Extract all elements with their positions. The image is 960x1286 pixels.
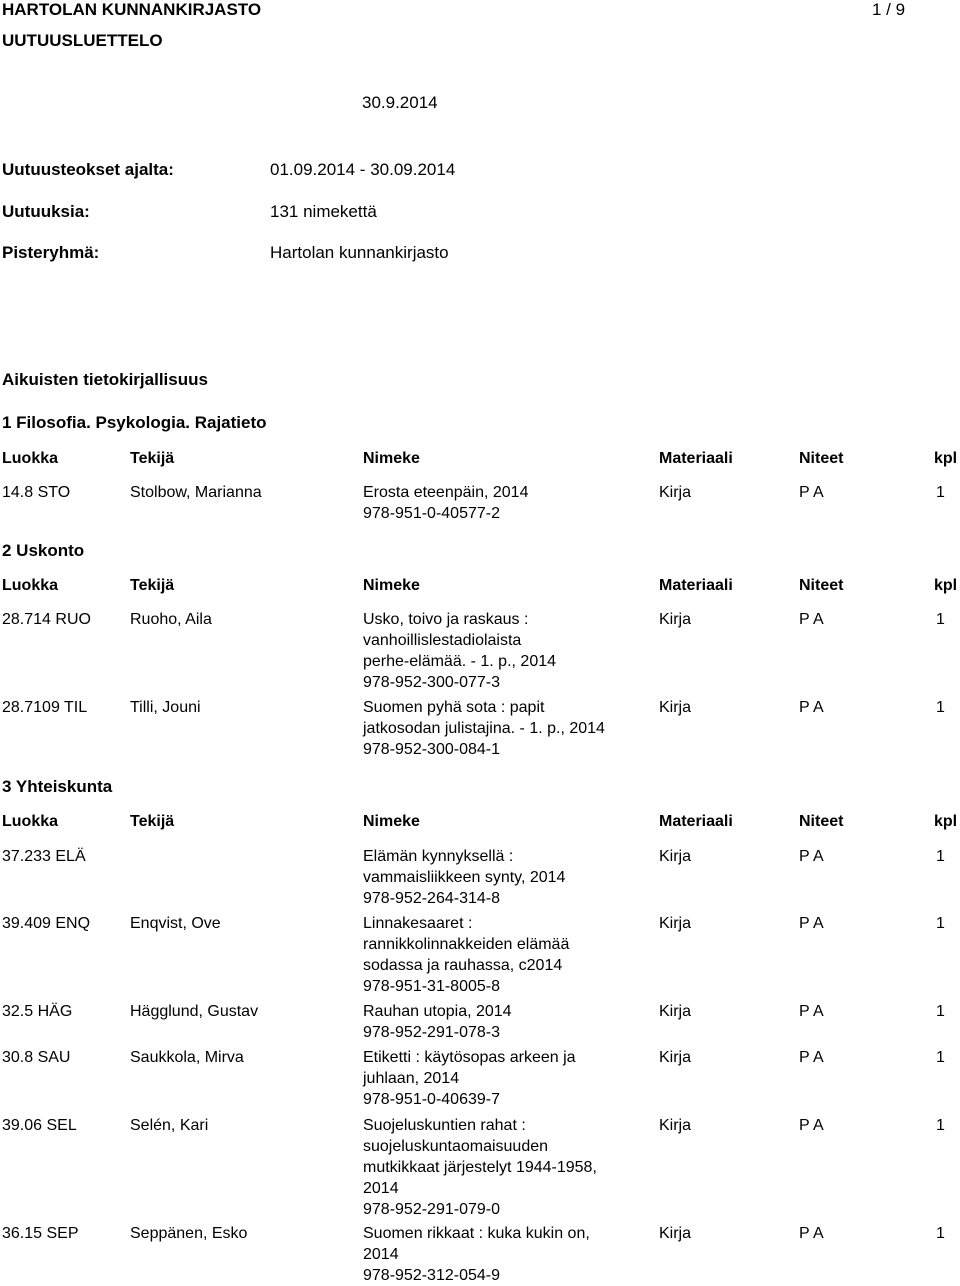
- item-nimeke: [363, 482, 528, 524]
- col-kpl: kpl: [934, 813, 958, 830]
- nimeke-line: 978-952-291-079-0: [363, 1201, 500, 1218]
- item-materiaali: Kirja: [659, 611, 692, 628]
- count-label: Uutuuksia:: [2, 202, 90, 221]
- item-kpl: 1: [936, 1003, 945, 1020]
- list-title: UUTUUSLUETTELO: [2, 31, 163, 50]
- audience-heading: Aikuisten tietokirjallisuus: [2, 370, 208, 389]
- item-nimeke: [363, 846, 565, 909]
- item-tekija: Selén, Kari: [130, 1117, 209, 1134]
- nimeke-line: perhe-elämää. - 1. p., 2014: [363, 653, 557, 670]
- report-date: 30.9.2014: [362, 93, 438, 112]
- item-nimeke: [363, 1001, 512, 1043]
- item-niteet: P A: [799, 611, 824, 628]
- library-name: HARTOLAN KUNNANKIRJASTO: [2, 0, 262, 19]
- count-value: 131 nimekettä: [270, 202, 377, 221]
- nimeke-line: Linnakesaaret :: [363, 915, 473, 932]
- nimeke-line: 978-951-0-40639-7: [363, 1091, 500, 1108]
- col-materiaali: Materiaali: [659, 450, 733, 467]
- period-label: Uutuusteokset ajalta:: [2, 160, 174, 179]
- col-luokka: Luokka: [2, 813, 59, 830]
- item-luokka: 28.714 RUO: [2, 611, 91, 628]
- item-niteet: P A: [799, 915, 824, 932]
- item-nimeke: [363, 609, 556, 693]
- item-materiaali: Kirja: [659, 848, 692, 865]
- nimeke-line: sodassa ja rauhassa, c2014: [363, 957, 563, 974]
- nimeke-line: 2014: [363, 1246, 399, 1263]
- col-luokka: Luokka: [2, 450, 59, 467]
- item-luokka: 39.06 SEL: [2, 1117, 77, 1134]
- item-kpl: 1: [936, 611, 945, 628]
- item-tekija: Stolbow, Marianna: [130, 484, 262, 501]
- section-title: 2 Uskonto: [2, 541, 85, 560]
- item-kpl: 1: [936, 699, 945, 716]
- col-luokka: Luokka: [2, 577, 59, 594]
- item-luokka: 32.5 HÄG: [2, 1003, 73, 1020]
- nimeke-line: 978-952-264-314-8: [363, 890, 500, 907]
- nimeke-line: 978-951-31-8005-8: [363, 978, 500, 995]
- col-kpl: kpl: [934, 577, 958, 594]
- item-niteet: P A: [799, 1117, 824, 1134]
- nimeke-line: Rauhan utopia, 2014: [363, 1003, 512, 1020]
- item-kpl: 1: [936, 1049, 945, 1066]
- item-luokka: 36.15 SEP: [2, 1225, 79, 1242]
- period-value: 01.09.2014 - 30.09.2014: [270, 160, 456, 179]
- nimeke-line: 978-952-312-054-9: [363, 1267, 500, 1284]
- nimeke-line: suojeluskuntaomaisuuden: [363, 1138, 549, 1155]
- item-materiaali: Kirja: [659, 484, 692, 501]
- nimeke-line: Suomen pyhä sota : papit: [363, 699, 545, 716]
- nimeke-line: Suomen rikkaat : kuka kukin on,: [363, 1225, 590, 1242]
- group-label: Pisteryhmä:: [2, 243, 100, 262]
- item-nimeke: [363, 1047, 576, 1110]
- section-title: 3 Yhteiskunta: [2, 777, 113, 796]
- nimeke-line: 978-952-291-078-3: [363, 1024, 500, 1041]
- item-luokka: 30.8 SAU: [2, 1049, 71, 1066]
- item-luokka: 37.233 ELÄ: [2, 848, 86, 865]
- col-materiaali: Materiaali: [659, 577, 733, 594]
- item-niteet: P A: [799, 484, 824, 501]
- item-kpl: 1: [936, 484, 945, 501]
- nimeke-line: jatkosodan julistajina. - 1. p., 2014: [363, 720, 605, 737]
- item-kpl: 1: [936, 1225, 945, 1242]
- col-nimeke: Nimeke: [363, 813, 420, 830]
- item-luokka: 28.7109 TIL: [2, 699, 88, 716]
- item-materiaali: Kirja: [659, 1225, 692, 1242]
- item-nimeke: [363, 697, 605, 760]
- col-nimeke: Nimeke: [363, 450, 420, 467]
- item-materiaali: Kirja: [659, 1117, 692, 1134]
- nimeke-line: vanhoillislestadiolaista: [363, 632, 522, 649]
- col-tekija: Tekijä: [130, 577, 175, 594]
- nimeke-line: Etiketti : käytösopas arkeen ja: [363, 1049, 576, 1066]
- col-tekija: Tekijä: [130, 813, 175, 830]
- item-tekija: Ruoho, Aila: [130, 611, 212, 628]
- nimeke-line: juhlaan, 2014: [363, 1070, 460, 1087]
- item-niteet: P A: [799, 699, 824, 716]
- col-niteet: Niteet: [799, 577, 844, 594]
- nimeke-line: Suojeluskuntien rahat :: [363, 1117, 526, 1134]
- item-tekija: Tilli, Jouni: [130, 699, 201, 716]
- section-title: 1 Filosofia. Psykologia. Rajatieto: [2, 413, 267, 432]
- item-luokka: 14.8 STO: [2, 484, 71, 501]
- item-tekija: Seppänen, Esko: [130, 1225, 248, 1242]
- item-tekija: Hägglund, Gustav: [130, 1003, 259, 1020]
- item-niteet: P A: [799, 848, 824, 865]
- nimeke-line: 978-952-300-084-1: [363, 741, 500, 758]
- nimeke-line: Elämän kynnyksellä :: [363, 848, 514, 865]
- item-materiaali: Kirja: [659, 1003, 692, 1020]
- item-tekija: Saukkola, Mirva: [130, 1049, 244, 1066]
- nimeke-line: Usko, toivo ja raskaus :: [363, 611, 529, 628]
- item-nimeke: [363, 1223, 590, 1286]
- item-materiaali: Kirja: [659, 915, 692, 932]
- nimeke-line: mutkikkaat järjestelyt 1944-1958,: [363, 1159, 597, 1176]
- item-niteet: P A: [799, 1049, 824, 1066]
- col-niteet: Niteet: [799, 450, 844, 467]
- nimeke-line: 2014: [363, 1180, 399, 1197]
- group-value: Hartolan kunnankirjasto: [270, 243, 449, 262]
- col-tekija: Tekijä: [130, 450, 175, 467]
- item-luokka: 39.409 ENQ: [2, 915, 91, 932]
- nimeke-line: 978-952-300-077-3: [363, 674, 500, 691]
- nimeke-line: vammaisliikkeen synty, 2014: [363, 869, 566, 886]
- col-kpl: kpl: [934, 450, 958, 467]
- item-kpl: 1: [936, 1117, 945, 1134]
- col-materiaali: Materiaali: [659, 813, 733, 830]
- item-niteet: P A: [799, 1003, 824, 1020]
- nimeke-line: Erosta eteenpäin, 2014: [363, 484, 529, 501]
- col-nimeke: Nimeke: [363, 577, 420, 594]
- item-materiaali: Kirja: [659, 699, 692, 716]
- item-materiaali: Kirja: [659, 1049, 692, 1066]
- item-nimeke: [363, 913, 569, 997]
- item-nimeke: [363, 1115, 597, 1220]
- nimeke-line: rannikkolinnakkeiden elämää: [363, 936, 570, 953]
- item-kpl: 1: [936, 848, 945, 865]
- page-number: 1 / 9: [872, 0, 906, 19]
- item-tekija: Enqvist, Ove: [130, 915, 221, 932]
- item-kpl: 1: [936, 915, 945, 932]
- item-niteet: P A: [799, 1225, 824, 1242]
- col-niteet: Niteet: [799, 813, 844, 830]
- nimeke-line: 978-951-0-40577-2: [363, 505, 500, 522]
